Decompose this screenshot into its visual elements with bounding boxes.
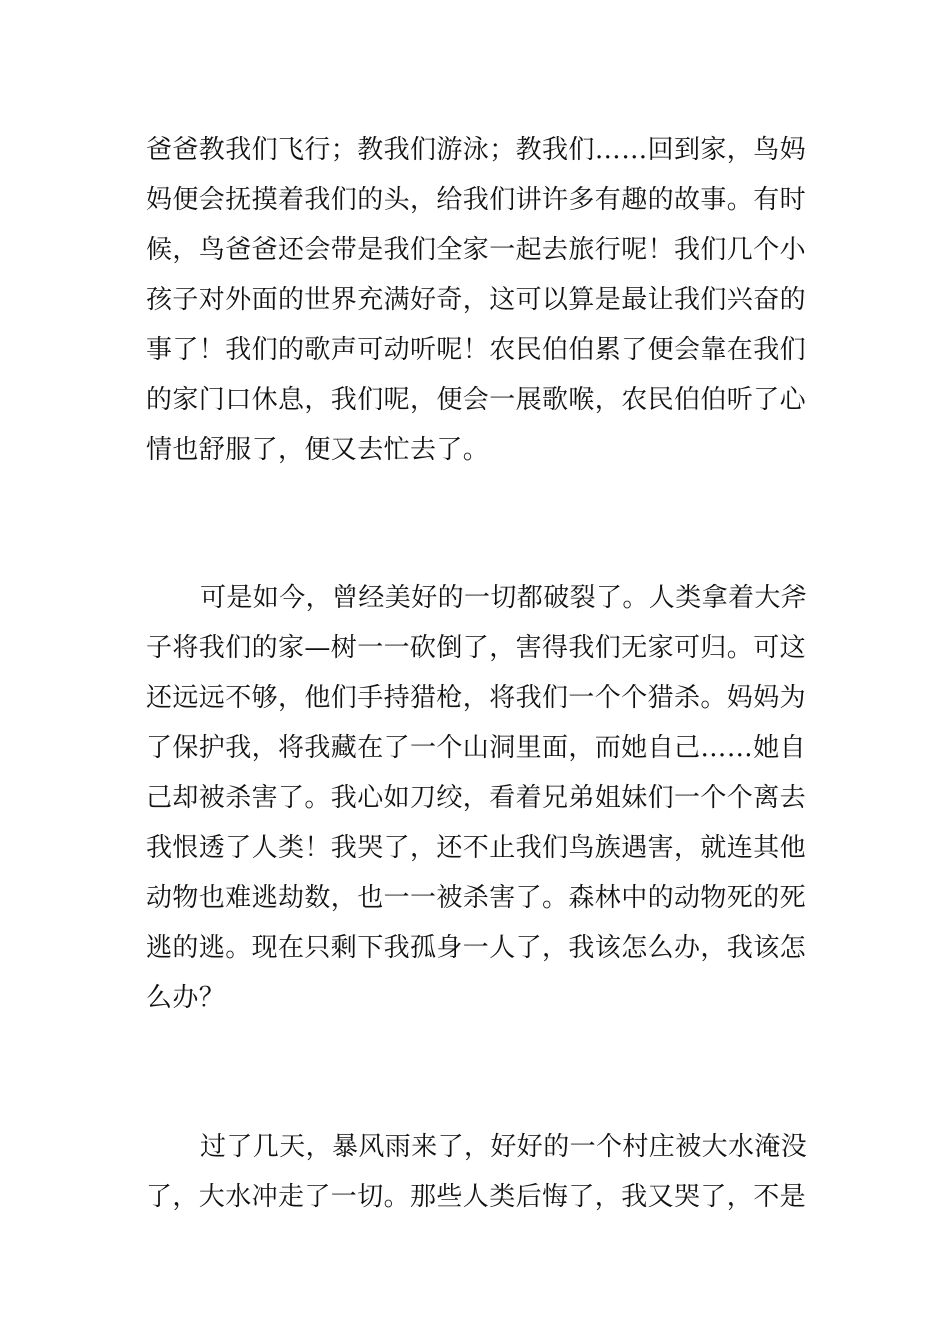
text-line: 还远远不够，他们手持猎枪，将我们一个个猎杀。妈妈为 <box>146 683 807 713</box>
text-line: 孩子对外面的世界充满好奇，这可以算是最让我们兴奋的 <box>146 285 807 315</box>
text-line: 妈便会抚摸着我们的头，给我们讲许多有趣的故事。有时 <box>146 185 807 215</box>
text-line: 可是如今，曾经美好的一切都破裂了。人类拿着大斧 <box>200 583 808 613</box>
text-line: 候，鸟爸爸还会带是我们全家一起去旅行呢！我们几个小 <box>146 235 807 265</box>
text-line: 己却被杀害了。我心如刀绞，看着兄弟姐妹们一个个离去 <box>146 783 807 813</box>
text-line: 了，大水冲走了一切。那些人类后悔了，我又哭了，不是 <box>146 1182 807 1212</box>
text-line: 逃的逃。现在只剩下我孤身一人了，我该怎么办，我该怎 <box>146 933 807 963</box>
text-line: 爸爸教我们飞行；教我们游泳；教我们……回到家，鸟妈 <box>146 135 807 165</box>
text-line: 了保护我，将我藏在了一个山洞里面，而她自己……她自 <box>146 733 807 763</box>
text-line: 子将我们的家—树一一砍倒了，害得我们无家可归。可这 <box>146 633 807 663</box>
text-line: 动物也难逃劫数，也一一被杀害了。森林中的动物死的死 <box>146 883 807 913</box>
text-line: 我恨透了人类！我哭了，还不止我们鸟族遇害，就连其他 <box>146 833 807 863</box>
text-line: 事了！我们的歌声可动听呢！农民伯伯累了便会靠在我们 <box>146 335 807 365</box>
text-line: 么办？ <box>146 983 226 1013</box>
text-line: 过了几天，暴风雨来了，好好的一个村庄被大水淹没 <box>200 1132 808 1162</box>
text-line: 的家门口休息，我们呢，便会一展歌喉，农民伯伯听了心 <box>146 385 807 415</box>
text-line: 情也舒服了，便又去忙去了。 <box>146 435 490 465</box>
